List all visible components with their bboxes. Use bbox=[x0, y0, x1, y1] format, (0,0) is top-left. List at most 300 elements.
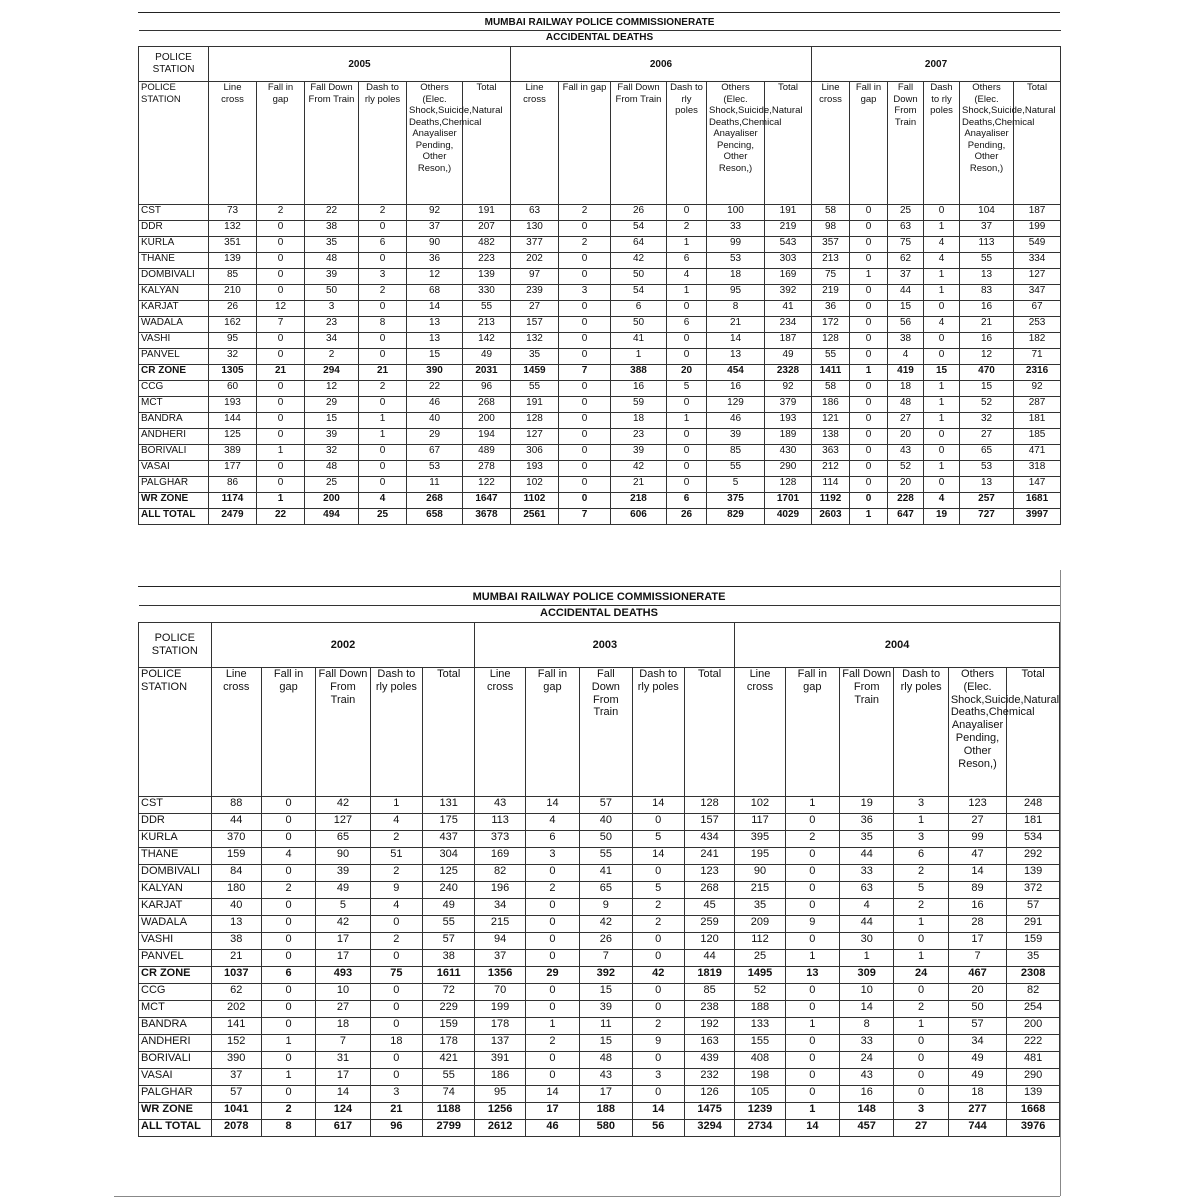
value-cell: 0 bbox=[924, 301, 960, 317]
value-cell: 0 bbox=[559, 317, 611, 333]
accidental-deaths-table-2002-2004 bbox=[138, 586, 1060, 1137]
value-cell: 4 bbox=[888, 349, 924, 365]
value-cell: 14 bbox=[407, 301, 463, 317]
value-cell: 46 bbox=[407, 397, 463, 413]
value-cell: 189 bbox=[765, 429, 812, 445]
value-cell: 100 bbox=[707, 205, 765, 221]
value-cell: 1 bbox=[894, 1018, 948, 1035]
value-cell: 49 bbox=[765, 349, 812, 365]
value-cell: 395 bbox=[735, 831, 785, 848]
table-row bbox=[139, 1018, 1060, 1035]
value-cell: 44 bbox=[840, 848, 894, 865]
value-cell: 35 bbox=[305, 237, 359, 253]
value-cell: 1 bbox=[924, 285, 960, 301]
column-header: Fall Down From Train bbox=[888, 82, 924, 205]
value-cell: 55 bbox=[960, 253, 1014, 269]
value-cell: 12 bbox=[305, 381, 359, 397]
value-cell: 0 bbox=[850, 317, 888, 333]
value-cell: 0 bbox=[850, 349, 888, 365]
value-cell: 39 bbox=[305, 269, 359, 285]
value-cell: 2612 bbox=[475, 1120, 525, 1137]
value-cell: 40 bbox=[407, 413, 463, 429]
value-cell: 38 bbox=[423, 950, 475, 967]
value-cell: 5 bbox=[894, 882, 948, 899]
value-cell: 0 bbox=[261, 950, 315, 967]
station-name-cell: WADALA bbox=[139, 916, 212, 933]
table-row bbox=[139, 493, 1061, 509]
value-cell: 44 bbox=[211, 814, 261, 831]
value-cell: 457 bbox=[840, 1120, 894, 1137]
value-cell: 49 bbox=[463, 349, 511, 365]
value-cell: 0 bbox=[370, 950, 422, 967]
value-cell: 494 bbox=[305, 509, 359, 525]
value-cell: 0 bbox=[850, 253, 888, 269]
value-cell: 14 bbox=[785, 1120, 839, 1137]
value-cell: 0 bbox=[850, 397, 888, 413]
value-cell: 1701 bbox=[765, 493, 812, 509]
value-cell: 21 bbox=[359, 365, 407, 381]
value-cell: 0 bbox=[525, 1069, 579, 1086]
value-cell: 22 bbox=[257, 509, 305, 525]
value-cell: 12 bbox=[960, 349, 1014, 365]
value-cell: 17 bbox=[580, 1086, 632, 1103]
value-cell: 6 bbox=[667, 253, 707, 269]
value-cell: 0 bbox=[559, 477, 611, 493]
value-cell: 0 bbox=[850, 413, 888, 429]
value-cell: 277 bbox=[948, 1103, 1006, 1120]
value-cell: 16 bbox=[948, 899, 1006, 916]
value-cell: 117 bbox=[735, 814, 785, 831]
value-cell: 34 bbox=[305, 333, 359, 349]
value-cell: 0 bbox=[370, 1001, 422, 1018]
value-cell: 4 bbox=[359, 493, 407, 509]
value-cell: 122 bbox=[463, 477, 511, 493]
value-cell: 0 bbox=[359, 461, 407, 477]
value-cell: 63 bbox=[888, 221, 924, 237]
value-cell: 219 bbox=[765, 221, 812, 237]
value-cell: 187 bbox=[765, 333, 812, 349]
station-name-cell: KARJAT bbox=[139, 899, 212, 916]
value-cell: 11 bbox=[407, 477, 463, 493]
station-name-cell: WR ZONE bbox=[139, 493, 209, 509]
value-cell: 0 bbox=[559, 493, 611, 509]
value-cell: 180 bbox=[211, 882, 261, 899]
value-cell: 47 bbox=[948, 848, 1006, 865]
value-cell: 234 bbox=[765, 317, 812, 333]
value-cell: 32 bbox=[305, 445, 359, 461]
value-cell: 45 bbox=[684, 899, 734, 916]
value-cell: 549 bbox=[1014, 237, 1061, 253]
value-cell: 1 bbox=[261, 1035, 315, 1052]
column-header: Total bbox=[423, 668, 475, 797]
table-row bbox=[139, 253, 1061, 269]
value-cell: 42 bbox=[316, 916, 370, 933]
value-cell: 14 bbox=[840, 1001, 894, 1018]
station-name-cell: BORIVALI bbox=[139, 1052, 212, 1069]
value-cell: 175 bbox=[423, 814, 475, 831]
value-cell: 1 bbox=[894, 814, 948, 831]
column-header: Fall in gap bbox=[785, 668, 839, 797]
value-cell: 21 bbox=[370, 1103, 422, 1120]
value-cell: 0 bbox=[785, 1052, 839, 1069]
page-border bbox=[114, 1196, 1060, 1197]
value-cell: 0 bbox=[559, 349, 611, 365]
value-cell: 104 bbox=[960, 205, 1014, 221]
value-cell: 17 bbox=[525, 1103, 579, 1120]
table-row bbox=[139, 1035, 1060, 1052]
value-cell: 377 bbox=[511, 237, 559, 253]
value-cell: 202 bbox=[511, 253, 559, 269]
value-cell: 43 bbox=[840, 1069, 894, 1086]
value-cell: 133 bbox=[735, 1018, 785, 1035]
value-cell: 2 bbox=[667, 221, 707, 237]
value-cell: 0 bbox=[257, 413, 305, 429]
value-cell: 0 bbox=[850, 301, 888, 317]
value-cell: 131 bbox=[423, 797, 475, 814]
year-heading: 2004 bbox=[735, 623, 1060, 668]
value-cell: 8 bbox=[707, 301, 765, 317]
value-cell: 32 bbox=[209, 349, 257, 365]
value-cell: 1 bbox=[359, 429, 407, 445]
value-cell: 21 bbox=[211, 950, 261, 967]
value-cell: 1 bbox=[924, 269, 960, 285]
value-cell: 0 bbox=[667, 301, 707, 317]
value-cell: 68 bbox=[407, 285, 463, 301]
value-cell: 49 bbox=[316, 882, 370, 899]
value-cell: 1 bbox=[924, 381, 960, 397]
value-cell: 128 bbox=[511, 413, 559, 429]
value-cell: 0 bbox=[257, 253, 305, 269]
value-cell: 25 bbox=[305, 477, 359, 493]
value-cell: 7 bbox=[559, 365, 611, 381]
value-cell: 85 bbox=[707, 445, 765, 461]
value-cell: 658 bbox=[407, 509, 463, 525]
value-cell: 57 bbox=[211, 1086, 261, 1103]
value-cell: 0 bbox=[667, 445, 707, 461]
value-cell: 829 bbox=[707, 509, 765, 525]
value-cell: 188 bbox=[580, 1103, 632, 1120]
value-cell: 36 bbox=[407, 253, 463, 269]
value-cell: 26 bbox=[611, 205, 667, 221]
station-name-cell: VASAI bbox=[139, 1069, 212, 1086]
value-cell: 1174 bbox=[209, 493, 257, 509]
report-title: MUMBAI RAILWAY POLICE COMMISSIONERATE bbox=[139, 13, 1061, 31]
value-cell: 38 bbox=[211, 933, 261, 950]
value-cell: 63 bbox=[840, 882, 894, 899]
value-cell: 1 bbox=[667, 237, 707, 253]
value-cell: 3 bbox=[370, 1086, 422, 1103]
value-cell: 128 bbox=[765, 477, 812, 493]
table-2005-2007 bbox=[138, 13, 1061, 525]
value-cell: 2 bbox=[370, 865, 422, 882]
value-cell: 2479 bbox=[209, 509, 257, 525]
value-cell: 92 bbox=[765, 381, 812, 397]
table-row bbox=[139, 950, 1060, 967]
value-cell: 257 bbox=[960, 493, 1014, 509]
value-cell: 144 bbox=[209, 413, 257, 429]
value-cell: 23 bbox=[611, 429, 667, 445]
column-header: Line cross bbox=[812, 82, 850, 205]
value-cell: 20 bbox=[888, 429, 924, 445]
value-cell: 2 bbox=[359, 205, 407, 221]
value-cell: 39 bbox=[316, 865, 370, 882]
value-cell: 49 bbox=[948, 1052, 1006, 1069]
value-cell: 200 bbox=[463, 413, 511, 429]
value-cell: 0 bbox=[924, 445, 960, 461]
value-cell: 188 bbox=[735, 1001, 785, 1018]
value-cell: 19 bbox=[840, 797, 894, 814]
value-cell: 375 bbox=[707, 493, 765, 509]
value-cell: 0 bbox=[559, 445, 611, 461]
value-cell: 3976 bbox=[1007, 1120, 1060, 1137]
value-cell: 65 bbox=[316, 831, 370, 848]
value-cell: 181 bbox=[1014, 413, 1061, 429]
value-cell: 14 bbox=[632, 1103, 684, 1120]
value-cell: 232 bbox=[684, 1069, 734, 1086]
value-cell: 123 bbox=[684, 865, 734, 882]
value-cell: 1 bbox=[667, 413, 707, 429]
station-name-cell: DDR bbox=[139, 221, 209, 237]
value-cell: 0 bbox=[559, 413, 611, 429]
value-cell: 21 bbox=[707, 317, 765, 333]
value-cell: 1 bbox=[257, 493, 305, 509]
value-cell: 0 bbox=[257, 397, 305, 413]
value-cell: 52 bbox=[960, 397, 1014, 413]
value-cell: 13 bbox=[407, 333, 463, 349]
value-cell: 0 bbox=[370, 1018, 422, 1035]
value-cell: 388 bbox=[611, 365, 667, 381]
value-cell: 373 bbox=[475, 831, 525, 848]
value-cell: 0 bbox=[257, 285, 305, 301]
value-cell: 44 bbox=[684, 950, 734, 967]
value-cell: 6 bbox=[667, 317, 707, 333]
value-cell: 1611 bbox=[423, 967, 475, 984]
table-row bbox=[139, 237, 1061, 253]
value-cell: 268 bbox=[684, 882, 734, 899]
value-cell: 318 bbox=[1014, 461, 1061, 477]
value-cell: 29 bbox=[305, 397, 359, 413]
value-cell: 200 bbox=[305, 493, 359, 509]
value-cell: 372 bbox=[1007, 882, 1060, 899]
value-cell: 86 bbox=[209, 477, 257, 493]
value-cell: 1 bbox=[924, 397, 960, 413]
value-cell: 42 bbox=[316, 797, 370, 814]
value-cell: 0 bbox=[559, 429, 611, 445]
value-cell: 193 bbox=[765, 413, 812, 429]
value-cell: 3 bbox=[305, 301, 359, 317]
value-cell: 42 bbox=[611, 253, 667, 269]
value-cell: 0 bbox=[850, 381, 888, 397]
value-cell: 18 bbox=[611, 413, 667, 429]
table-row bbox=[139, 1103, 1060, 1120]
value-cell: 14 bbox=[632, 797, 684, 814]
value-cell: 6 bbox=[359, 237, 407, 253]
value-cell: 37 bbox=[475, 950, 525, 967]
value-cell: 210 bbox=[209, 285, 257, 301]
value-cell: 90 bbox=[407, 237, 463, 253]
value-cell: 1 bbox=[370, 797, 422, 814]
value-cell: 470 bbox=[960, 365, 1014, 381]
value-cell: 0 bbox=[359, 445, 407, 461]
value-cell: 10 bbox=[316, 984, 370, 1001]
value-cell: 55 bbox=[423, 916, 475, 933]
value-cell: 218 bbox=[611, 493, 667, 509]
table-row bbox=[139, 205, 1061, 221]
value-cell: 95 bbox=[475, 1086, 525, 1103]
value-cell: 14 bbox=[948, 865, 1006, 882]
station-name-cell: DDR bbox=[139, 814, 212, 831]
value-cell: 31 bbox=[316, 1052, 370, 1069]
value-cell: 0 bbox=[261, 831, 315, 848]
column-header: Line cross bbox=[211, 668, 261, 797]
value-cell: 1305 bbox=[209, 365, 257, 381]
value-cell: 55 bbox=[423, 1069, 475, 1086]
value-cell: 26 bbox=[667, 509, 707, 525]
value-cell: 0 bbox=[894, 933, 948, 950]
value-cell: 36 bbox=[812, 301, 850, 317]
value-cell: 186 bbox=[812, 397, 850, 413]
value-cell: 0 bbox=[370, 1069, 422, 1086]
value-cell: 21 bbox=[257, 365, 305, 381]
value-cell: 127 bbox=[1014, 269, 1061, 285]
station-name-cell: ANDHERI bbox=[139, 429, 209, 445]
value-cell: 178 bbox=[475, 1018, 525, 1035]
value-cell: 0 bbox=[257, 237, 305, 253]
value-cell: 159 bbox=[1007, 933, 1060, 950]
value-cell: 137 bbox=[475, 1035, 525, 1052]
value-cell: 0 bbox=[525, 865, 579, 882]
value-cell: 2 bbox=[559, 237, 611, 253]
value-cell: 16 bbox=[960, 333, 1014, 349]
value-cell: 1475 bbox=[684, 1103, 734, 1120]
police-station-column-header: POLICE STATION bbox=[139, 82, 209, 205]
value-cell: 3 bbox=[559, 285, 611, 301]
value-cell: 4 bbox=[924, 317, 960, 333]
table-row bbox=[139, 1001, 1060, 1018]
value-cell: 99 bbox=[948, 831, 1006, 848]
value-cell: 0 bbox=[850, 477, 888, 493]
column-header: Others (Elec. Shock,Suicide,Natural Deaths,Chemical Anayaliser Pending, Other Reson,) bbox=[948, 668, 1006, 797]
value-cell: 8 bbox=[359, 317, 407, 333]
value-cell: 177 bbox=[209, 461, 257, 477]
value-cell: 127 bbox=[511, 429, 559, 445]
value-cell: 0 bbox=[632, 950, 684, 967]
value-cell: 9 bbox=[785, 916, 839, 933]
value-cell: 0 bbox=[257, 221, 305, 237]
value-cell: 0 bbox=[525, 1001, 579, 1018]
value-cell: 37 bbox=[960, 221, 1014, 237]
value-cell: 15 bbox=[960, 381, 1014, 397]
value-cell: 0 bbox=[894, 984, 948, 1001]
value-cell: 1819 bbox=[684, 967, 734, 984]
value-cell: 55 bbox=[580, 848, 632, 865]
value-cell: 33 bbox=[707, 221, 765, 237]
value-cell: 3 bbox=[894, 1103, 948, 1120]
value-cell: 0 bbox=[667, 461, 707, 477]
value-cell: 55 bbox=[511, 381, 559, 397]
value-cell: 2 bbox=[370, 831, 422, 848]
value-cell: 2 bbox=[894, 1001, 948, 1018]
value-cell: 0 bbox=[359, 253, 407, 269]
value-cell: 70 bbox=[475, 984, 525, 1001]
value-cell: 102 bbox=[735, 797, 785, 814]
value-cell: 0 bbox=[257, 381, 305, 397]
value-cell: 73 bbox=[209, 205, 257, 221]
value-cell: 132 bbox=[209, 221, 257, 237]
column-header: Fall in gap bbox=[850, 82, 888, 205]
value-cell: 28 bbox=[948, 916, 1006, 933]
value-cell: 0 bbox=[785, 933, 839, 950]
value-cell: 13 bbox=[707, 349, 765, 365]
value-cell: 55 bbox=[812, 349, 850, 365]
value-cell: 96 bbox=[370, 1120, 422, 1137]
report-subtitle: ACCIDENTAL DEATHS bbox=[139, 606, 1060, 623]
value-cell: 2 bbox=[257, 205, 305, 221]
value-cell: 114 bbox=[812, 477, 850, 493]
report-title: MUMBAI RAILWAY POLICE COMMISSIONERATE bbox=[139, 587, 1060, 606]
value-cell: 1 bbox=[850, 509, 888, 525]
value-cell: 84 bbox=[211, 865, 261, 882]
value-cell: 88 bbox=[211, 797, 261, 814]
value-cell: 419 bbox=[888, 365, 924, 381]
value-cell: 50 bbox=[948, 1001, 1006, 1018]
table-row bbox=[139, 365, 1061, 381]
value-cell: 1 bbox=[894, 950, 948, 967]
value-cell: 126 bbox=[684, 1086, 734, 1103]
value-cell: 392 bbox=[765, 285, 812, 301]
value-cell: 334 bbox=[1014, 253, 1061, 269]
value-cell: 15 bbox=[888, 301, 924, 317]
police-station-column-header: POLICE STATION bbox=[139, 668, 212, 797]
value-cell: 196 bbox=[475, 882, 525, 899]
value-cell: 228 bbox=[888, 493, 924, 509]
value-cell: 186 bbox=[475, 1069, 525, 1086]
value-cell: 223 bbox=[463, 253, 511, 269]
value-cell: 42 bbox=[632, 967, 684, 984]
value-cell: 128 bbox=[812, 333, 850, 349]
value-cell: 1 bbox=[359, 413, 407, 429]
value-cell: 13 bbox=[211, 916, 261, 933]
value-cell: 39 bbox=[707, 429, 765, 445]
value-cell: 152 bbox=[211, 1035, 261, 1052]
table-row bbox=[139, 445, 1061, 461]
value-cell: 27 bbox=[948, 814, 1006, 831]
value-cell: 291 bbox=[1007, 916, 1060, 933]
value-cell: 13 bbox=[407, 317, 463, 333]
value-cell: 253 bbox=[1014, 317, 1061, 333]
value-cell: 0 bbox=[359, 301, 407, 317]
value-cell: 290 bbox=[1007, 1069, 1060, 1086]
value-cell: 287 bbox=[1014, 397, 1061, 413]
value-cell: 50 bbox=[580, 831, 632, 848]
value-cell: 292 bbox=[1007, 848, 1060, 865]
value-cell: 0 bbox=[850, 205, 888, 221]
table-row bbox=[139, 301, 1061, 317]
value-cell: 0 bbox=[261, 1001, 315, 1018]
value-cell: 74 bbox=[423, 1086, 475, 1103]
value-cell: 0 bbox=[257, 461, 305, 477]
value-cell: 37 bbox=[407, 221, 463, 237]
value-cell: 155 bbox=[735, 1035, 785, 1052]
column-header: Others (Elec. Shock,Suicide,Natural Deaths,Chemical Anayaliser Pending, Other Reson,) bbox=[407, 82, 463, 205]
value-cell: 207 bbox=[463, 221, 511, 237]
value-cell: 112 bbox=[735, 933, 785, 950]
value-cell: 1681 bbox=[1014, 493, 1061, 509]
value-cell: 290 bbox=[765, 461, 812, 477]
column-header: Dash to rly poles bbox=[894, 668, 948, 797]
value-cell: 90 bbox=[316, 848, 370, 865]
station-name-cell: VASHI bbox=[139, 333, 209, 349]
